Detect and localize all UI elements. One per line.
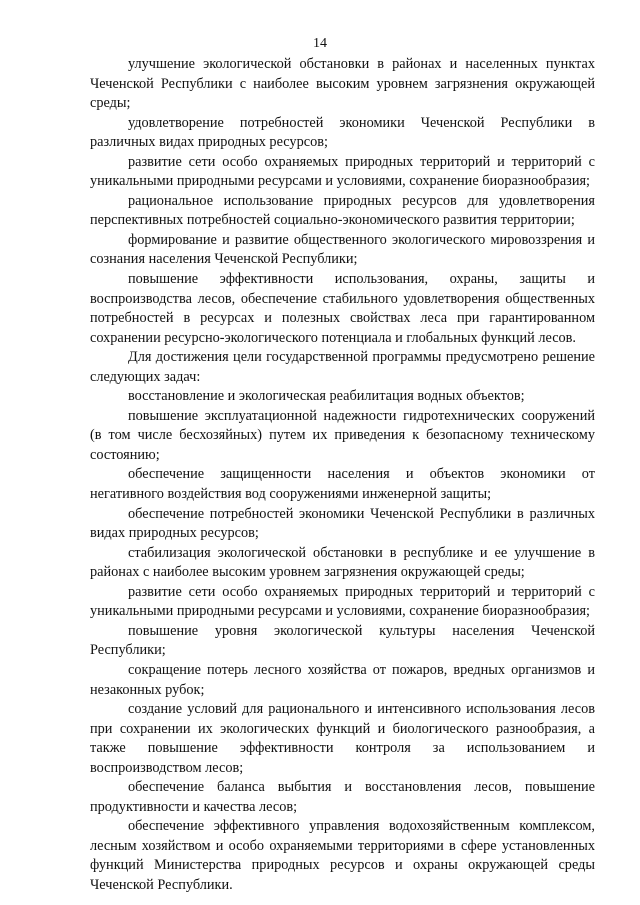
paragraph: удовлетворение потребностей экономики Чеченской Республики в различных видах природных ресурсов; [90,114,595,151]
document-body [90,55,595,896]
paragraph: повышение эффективности использования, охраны, защиты и воспроизводства лесов, обеспечение стабильного удовлетворения общественных потребностей в ресурсах и полезных свойствах леса при гарантированном сохранении ресурсно-экологического потенциала и глобальных функций лесов. [90,271,595,346]
paragraph: создание условий для рационального и интенсивного использования лесов при сохранении их экологических функций и биологического разнообразия, а также повышение эффективности контроля за использованием и воспроизводством лесов; [90,701,595,776]
paragraph: повышение эксплуатационной надежности гидротехнических сооружений (в том числе бесхозяйных) путем их приведения к безопасному техническому состоянию; [90,407,595,463]
paragraph: улучшение экологической обстановки в районах и населенных пунктах Чеченской Республики с наиболее высоким уровнем загрязнения окружающей среды; [90,56,595,112]
paragraph: обеспечение защищенности населения и объектов экономики от негативного воздействия вод сооружениями инженерной защиты; [90,466,595,503]
paragraph: Для достижения цели государственной программы предусмотрено решение следующих задач: [90,349,595,385]
paragraph: сокращение потерь лесного хозяйства от пожаров, вредных организмов и незаконных рубок; [90,661,595,698]
paragraph: рациональное использование природных ресурсов для удовлетворения перспективных потребностей социально-экономического развития территории; [90,192,595,229]
paragraph: обеспечение потребностей экономики Чеченской Республики в различных видах природных ресурсов; [90,505,595,542]
paragraph: обеспечение эффективного управления водохозяйственным комплексом, лесным хозяйством и особо охраняемыми территориями в сфере установленных функций Министерства природных ресурсов и охраны окружающей среды Чеченской Республики. [90,818,595,893]
paragraph: стабилизация экологической обстановки в республике и ее улучшение в районах с наиболее высоким уровнем загрязнения окружающей среды; [90,544,595,581]
paragraph: развитие сети особо охраняемых природных территорий и территорий с уникальными природными ресурсами и условиями, сохранение биоразнообразия; [90,583,595,620]
paragraph: обеспечение баланса выбытия и восстановления лесов, повышение продуктивности и качества лесов; [90,779,595,815]
paragraph: развитие сети особо охраняемых природных территорий и территорий с уникальными природными ресурсами и условиями, сохранение биоразнообразия; [90,153,595,190]
paragraph: повышение уровня экологической культуры населения Чеченской Республики; [90,622,595,659]
paragraph: формирование и развитие общественного экологического мировоззрения и сознания населения Чеченской Республики; [90,231,595,268]
paragraph: восстановление и экологическая реабилитация водных объектов; [128,388,525,405]
page-number: 14 [313,36,327,51]
